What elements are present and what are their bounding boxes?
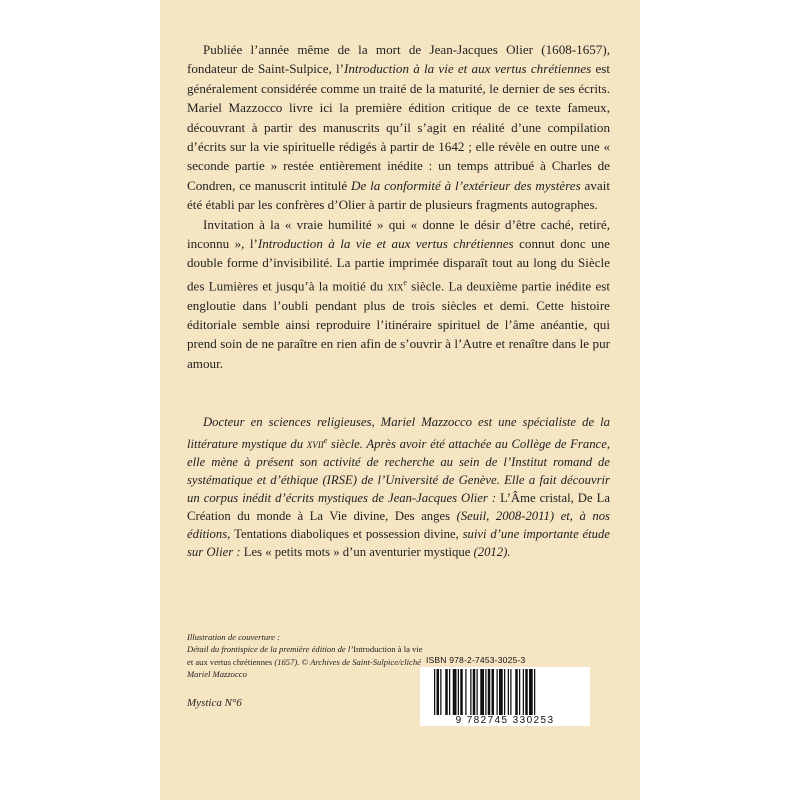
barcode-bar xyxy=(445,669,448,715)
barcode-bars xyxy=(420,667,590,717)
barcode-bar xyxy=(440,669,441,715)
barcode-digits: 9 782745 330253 xyxy=(420,715,590,726)
barcode-bar xyxy=(485,669,486,715)
barcode-bar xyxy=(453,669,457,715)
book-title-italic: Introduction à la vie et aux vertus chrétiennes xyxy=(257,236,514,252)
barcode-bar xyxy=(480,669,484,715)
barcode-bar xyxy=(465,669,466,715)
barcode-bar xyxy=(473,669,476,715)
barcode-bar xyxy=(460,669,463,715)
barcode-bar xyxy=(477,669,478,715)
barcode-bar xyxy=(434,669,435,715)
illustration-credit: Illustration de couverture : Détail du frontispice de la première édition de l’Introduction à la vie et aux vertus chrétiennes (1657). © Archives de Saint-Sulpice/cliché Mariel Mazzocco xyxy=(187,632,423,679)
barcode-bar xyxy=(529,669,533,715)
author-bio: Docteur en sciences religieuses, Mariel Mazzocco est une spécialiste de la littérature mystique du xvii$^e$ siècle. Après avoir été attachée au Collège de France, elle mène à présent son activité de recherche au sein de l’Institut romand de systématique et d’éthique (IRSE) de l’Université de Genève. Elle a fait découvrir un corpus inédit d’écrits mystiques de Jean-Jacques Olier : L’Âme cristal, De La Création du monde à La Vie divine, Des anges (Seuil, 2008-2011) et, à nos éditions, Tentations diaboliques et possession divine, suivi d’une importante étude sur Olier : Les « petits mots » d’un aventurier mystique (2012). xyxy=(187,415,610,559)
barcode-bar xyxy=(458,669,459,715)
blurb-text xyxy=(187,40,610,373)
collection-label: Mystica N°6 xyxy=(187,697,242,709)
isbn-block xyxy=(420,655,590,725)
blurb-paragraph-2: Invitation à la « vraie humilité » qui « donne le désir d’être caché, retiré, inconnu », l’Introduction à la vie et aux vertus chrétiennes connut donc une double forme d’invisibilité. La partie imprimée disparaît tout au long du Siècle des Lumières et jusqu’à la moitié du xix$^e$ siècle. La deuxième partie inédite est engloutie dans l’oubli pendant plus de trois siècles et demi. Cette histoire éditoriale semble ainsi reproduire l’itinéraire spirituel de l’âme anéantie, qui prend soin de ne paraître en rien afin de s’ouvrir à l’Autre et renaître dans le pur amour. xyxy=(187,216,610,371)
barcode-bar xyxy=(534,669,535,715)
barcode-bar xyxy=(499,669,503,715)
barcode-bar xyxy=(470,669,471,715)
manuscript-title-italic: De la conformité à l’extérieur des mystères xyxy=(351,177,581,193)
barcode-bar xyxy=(492,669,495,715)
barcode-bar xyxy=(504,669,505,715)
barcode-bar xyxy=(488,669,491,715)
barcode-bar xyxy=(523,669,524,715)
barcode-bar xyxy=(437,669,440,715)
barcode-bar xyxy=(525,669,528,715)
illustration-label: Illustration de couverture : xyxy=(187,632,280,642)
book-title-italic: Introduction à la vie et aux vertus chrétiennes xyxy=(344,61,592,77)
barcode-bar xyxy=(497,669,498,715)
back-cover xyxy=(160,0,640,800)
barcode-bar xyxy=(515,669,518,715)
barcode-bar xyxy=(449,669,450,715)
barcode-bar xyxy=(508,669,509,715)
barcode xyxy=(420,667,590,725)
isbn-label: ISBN 978-2-7453-3025-3 xyxy=(426,655,526,665)
barcode-bar xyxy=(510,669,511,715)
blurb-paragraph-1: Publiée l’année même de la mort de Jean-Jacques Olier (1608-1657), fondateur de Saint-Sulpice, l’Introduction à la vie et aux vertus chrétiennes est généralement considérée comme un traité de la maturité, le dernier de ses écrits. Mariel Mazzocco livre ici la première édition critique de ce texte fameux, découvrant à partir des manuscrits qu’il s’agit en réalité d’une compilation d’écrits sur la vie spirituelle rédigés à partir de 1642 ; elle révèle en outre une « seconde partie » restée entièrement inédite : un temps attribué à Charles de Condren, ce manuscrit intitulé De la conformité à l’extérieur des mystères avait été établi par les confrères d’Olier à partir de plusieurs fragments autographes. xyxy=(187,42,610,213)
barcode-bar xyxy=(519,669,520,715)
